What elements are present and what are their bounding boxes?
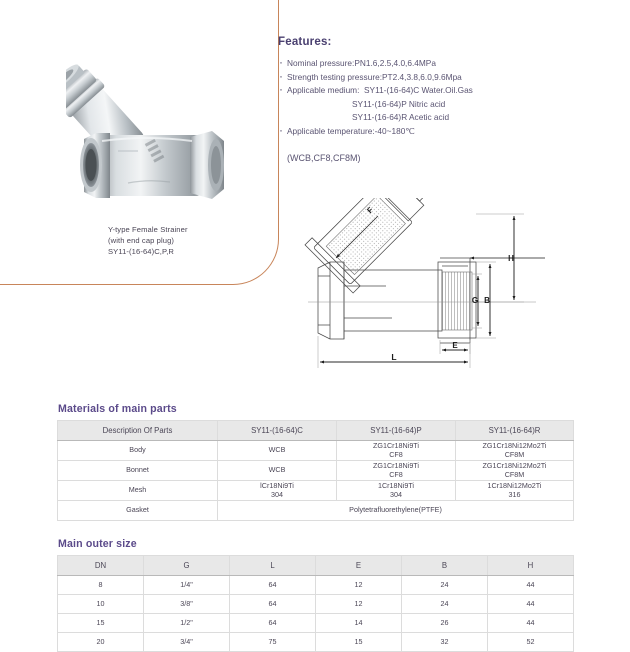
dimension-label-f: F	[365, 205, 376, 216]
cell-dn: 20	[58, 633, 144, 652]
cell-dn: 10	[58, 595, 144, 614]
cell-e: 14	[316, 614, 402, 633]
feature-subitem: SY11-(16-64)P Nitric acid	[352, 98, 446, 109]
cell-l: 64	[230, 614, 316, 633]
cell-g: 3/8"	[144, 595, 230, 614]
table-header-row	[58, 421, 574, 441]
materials-section-heading: Materials of main parts	[58, 403, 177, 415]
table-row	[58, 576, 574, 595]
material-value-p: ZG1Cr18Ni9Ti CF8	[337, 441, 456, 461]
cell-l: 64	[230, 576, 316, 595]
cell-h: 44	[488, 576, 574, 595]
material-value-c: WCB	[218, 461, 337, 481]
product-caption	[108, 224, 268, 258]
cell-h: 44	[488, 595, 574, 614]
product-caption-line-1: Y-type Female Strainer	[108, 225, 188, 234]
feature-item: · Nominal pressure:PN1.6,2.5,4.0,6.4MPa	[278, 57, 618, 71]
cell-l: 75	[230, 633, 316, 652]
column-header-h: H	[488, 556, 574, 576]
column-header-sy11p: SY11-(16-64)P	[337, 421, 456, 441]
dimension-label-l: L	[391, 352, 397, 362]
feature-item: · Strength testing pressure:PT2.4,3.8,6.0,9.6Mpa	[278, 71, 618, 85]
features-block	[278, 36, 618, 163]
material-value-r: ZG1Cr18Ni12Mo2Ti CF8M	[456, 441, 574, 461]
product-caption-line-2: (with end cap plug)	[108, 236, 175, 246]
material-value-p: ZG1Cr18Ni9Ti CF8	[337, 461, 456, 481]
column-header-b: B	[402, 556, 488, 576]
cell-g: 3/4"	[144, 633, 230, 652]
feature-item-temperature: · Applicable temperature:-40~180℃	[278, 125, 618, 139]
outer-size-section-heading: Main outer size	[58, 538, 137, 550]
table-row	[58, 595, 574, 614]
table-row	[58, 441, 574, 461]
column-header-e: E	[316, 556, 402, 576]
column-header-l: L	[230, 556, 316, 576]
table-row-gasket	[58, 501, 574, 521]
cell-dn: 15	[58, 614, 144, 633]
column-header-g: G	[144, 556, 230, 576]
dimension-label-h: H	[508, 254, 514, 263]
table-row	[58, 481, 574, 501]
features-material-note: (WCB,CF8,CF8M)	[287, 152, 361, 163]
technical-drawing	[300, 198, 545, 376]
part-name: Gasket	[58, 501, 218, 521]
material-value-r: 1Cr18Ni12Mo2Ti 316	[456, 481, 574, 501]
cell-b: 24	[402, 576, 488, 595]
cell-e: 12	[316, 595, 402, 614]
dimension-label-b: B	[484, 296, 490, 305]
part-name: Bonnet	[58, 461, 218, 481]
product-photo	[66, 55, 236, 215]
product-caption-line-3: SY11-(16-64)C,P,R	[108, 247, 174, 257]
column-header-description: Description Of Parts	[58, 421, 218, 441]
material-value-p: 1Cr18Ni9Ti 304	[337, 481, 456, 501]
material-value-c: WCB	[218, 441, 337, 461]
feature-item: · Applicable medium: SY11-(16-64)C Water.Oil.Gas	[278, 84, 618, 98]
column-header-sy11r: SY11-(16-64)R	[456, 421, 574, 441]
table-header-row	[58, 556, 574, 576]
part-name: Body	[58, 441, 218, 461]
cell-e: 12	[316, 576, 402, 595]
cell-b: 32	[402, 633, 488, 652]
gasket-material-value: Polytetrafluorethylene(PTFE)	[218, 501, 574, 521]
material-value-r: ZG1Cr18Ni12Mo2Ti CF8M	[456, 461, 574, 481]
material-value-c: lCr18Ni9Ti 304	[218, 481, 337, 501]
column-header-dn: DN	[58, 556, 144, 576]
table-row	[58, 461, 574, 481]
cell-g: 1/2"	[144, 614, 230, 633]
cell-b: 24	[402, 595, 488, 614]
part-name: Mesh	[58, 481, 218, 501]
cell-h: 52	[488, 633, 574, 652]
cell-e: 15	[316, 633, 402, 652]
column-header-sy11c: SY11-(16-64)C	[218, 421, 337, 441]
cell-h: 44	[488, 614, 574, 633]
table-row	[58, 633, 574, 652]
feature-subitem: SY11-(16-64)R Acetic acid	[352, 112, 450, 123]
features-title: Features:	[278, 36, 332, 48]
cell-l: 64	[230, 595, 316, 614]
cell-dn: 8	[58, 576, 144, 595]
outer-size-table	[57, 555, 574, 652]
materials-table	[57, 420, 574, 521]
cell-b: 26	[402, 614, 488, 633]
dimension-label-e: E	[452, 341, 458, 350]
dimension-label-g: G	[471, 296, 479, 305]
cell-g: 1/4"	[144, 576, 230, 595]
